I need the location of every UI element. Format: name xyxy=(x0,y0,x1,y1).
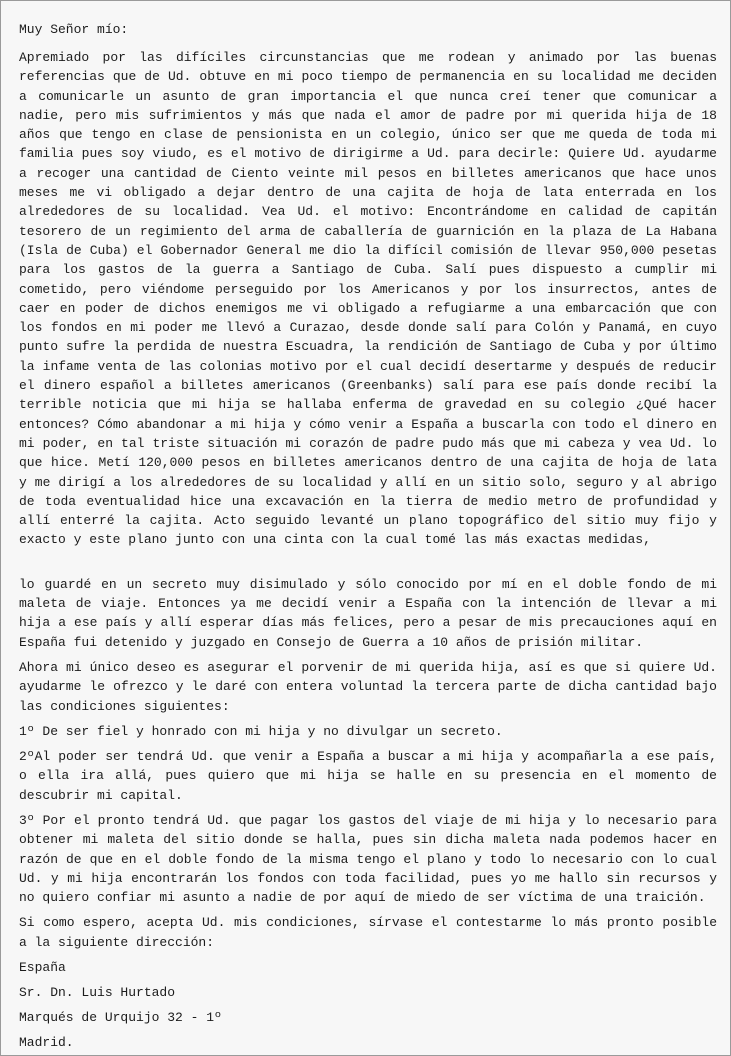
salutation: Muy Señor mío: xyxy=(19,22,129,37)
paragraph-offer: Ahora mi único deseo es asegurar el porvenir de mi querida hija, así es que si quiere Ud. ayudarme le ofrezco y le daré con entera voluntad la tercera parte de dicha cantidad bajo las condiciones siguientes: xyxy=(19,659,717,714)
condition-1: 1º De ser fiel y honrado con mi hija y no divulgar un secreto. xyxy=(19,723,503,739)
address-country: España xyxy=(19,960,66,976)
paragraph-gap xyxy=(19,556,717,575)
paragraph-maleta: lo guardé en un secreto muy disimulado y sólo conocido por mí en el doble fondo de mi maleta de viaje. Entonces ya me decidí venir a España con la intención de llevar a mi hija a ese país y allí esperar días más felices, pero a pesar de mis precauciones aquí en España fui detenido y juzgado en Consejo de Guerra a 10 años de prisión militar. xyxy=(19,576,717,650)
paragraph-intro: Apremiado por las difíciles circunstancias que me rodean y animado por las buenas referencias que de Ud. obtuve en mi poco tiempo de permanencia en su localidad me deciden a comunicarle un asunto de gran importancia el que nunca creí tener que comunicar a nadie, pero mis sufrimientos y más que nada el amor de padre por mi querida hija de 18 años que tengo en clase de pensionista en un colegio, único ser que me queda de toda mi familia pues soy viudo, es el motivo de dirigirme a Ud. para decirle: Quiere Ud. ayudarme a recoger una cantidad de Ciento veinte mil pesos en billetes americanos que hace unos meses me vi obligado a dejar dentro de una cajita de hoja de lata enterrada en los alrededores de su localidad. Vea Ud. el motivo: Encontrándome en calidad de capitán tesorero de un regimiento del arma de caballería de guarnición en la plaza de La Habana (Isla de Cuba) el Gobernador General me dio la difícil comisión de llevar 950,000 pesetas para los gastos de la guerra a Santiago de Cuba. Salí pues dispuesto a cumplir mi cometido, pero viéndome perseguido por los Americanos y por los insurrectos, antes de caer en poder de dichos enemigos me vi obligado a refugiarme a una embarcación que con los fondos en mi poder me llevó a Curazao, desde donde salí para Colón y Panamá, en cuyo punto sufre la perdida de nuestra Escuadra, la rendición de Santiago de Cuba y por último la infame venta de las colonias motivo por el cual decidí desertarme y después de reducir el dinero español a billetes americanos (Greenbanks) salí para ese país donde recibí la terrible noticia que mi hija se hallaba enferma de gravedad en su colegio ¿Qué hacer entonces? Cómo abandonar a mi hija y cómo venir a España a buscarla con todo el dinero en mi poder, en tal triste situación mi corazón de padre pudo más que mi cabeza y vea Ud. lo que hice. Metí 120,000 pesos en billetes americanos dentro de una cajita de hoja de lata y me dirigí a los alrededores de su localidad y allí en un sitio solo, seguro y al abrigo de toda eventualidad hice una excavación en la tierra de medio metro de profundidad y allí enterré la cajita. Acto seguido levanté un plano topográfico del sitio muy fijo y exacto y este plano junto con una cinta con la cual tomé las más exactas medidas, xyxy=(19,50,717,548)
condition-3: 3º Por el pronto tendrá Ud. que pagar los gastos del viaje de mi hija y lo necesario para obtener mi maleta del sitio donde se halla, pues sin dicha maleta nada podemos hacer en razón de que en el doble fondo de la misma tengo el plano y todo lo necesario con lo cual Ud. y mi hija encontrarán los fondos con toda facilidad, pues yo me hallo sin recursos y no quiero confiar mi asunto a nadie de por aquí de miedo de ser víctima de una traición. xyxy=(19,812,717,906)
address-name: Sr. Dn. Luis Hurtado xyxy=(19,985,176,1001)
paragraph-closing: Si como espero, acepta Ud. mis condiciones, sírvase el contestarme lo más pronto posible a la siguiente dirección: xyxy=(19,915,717,950)
condition-2: 2ºAl poder ser tendrá Ud. que venir a España a buscar a mi hija y acompañarla a ese país, o ella ira allá, pues quiero que mi hija se halle en su presencia en el momento de descubrir mi capital. xyxy=(19,749,717,803)
address-city: Madrid. xyxy=(19,1035,74,1051)
address-street: Marqués de Urquijo 32 - 1º xyxy=(19,1010,222,1026)
